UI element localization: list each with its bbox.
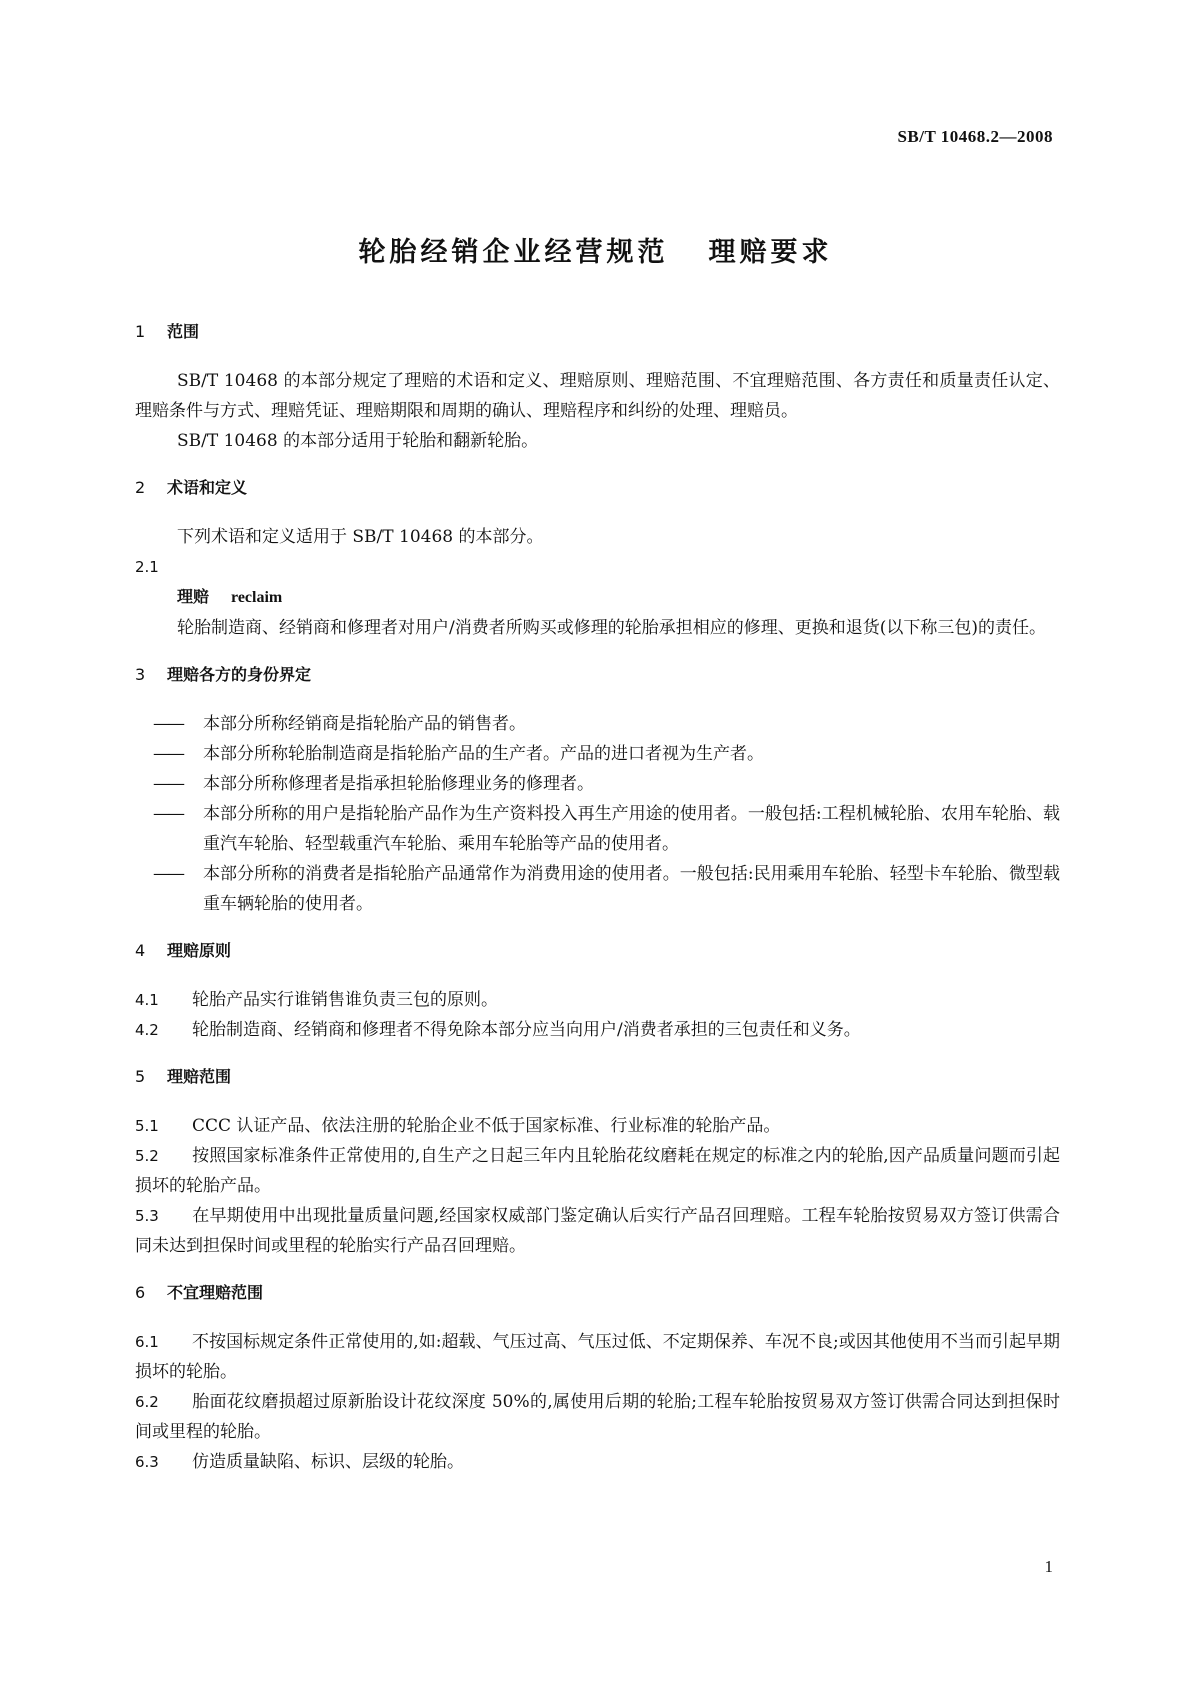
clause: 6.3 仿造质量缺陷、标识、层级的轮胎。	[135, 1452, 464, 1472]
clause: 4.1 轮胎产品实行谁销售谁负责三包的原则。	[135, 990, 498, 1010]
section-heading-6: 6 不宜理赔范围	[135, 1283, 264, 1302]
clause: 5.1 CCC 认证产品、依法注册的轮胎企业不低于国家标准、行业标准的轮胎产品。	[135, 1116, 781, 1136]
section-heading-1: 1 范围	[135, 322, 200, 341]
document-title	[0, 230, 1191, 269]
section-heading-5: 5 理赔范围	[135, 1067, 232, 1086]
clause: 6.2 胎面花纹磨损超过原新胎设计花纹深度 50%的,属使用后期的轮胎;工程车轮胎按贸易双方签订供需合同达到担保时间或里程的轮胎。	[135, 1392, 1060, 1442]
page-number: 1	[1044, 1557, 1053, 1576]
paragraph: SB/T 10468 的本部分适用于轮胎和翻新轮胎。	[177, 431, 539, 451]
clause: 5.2 按照国家标准条件正常使用的,自生产之日起三年内且轮胎花纹磨耗在规定的标准之内的轮胎,因产品质量问题而引起损坏的轮胎产品。	[135, 1146, 1060, 1196]
list-item: —— 本部分所称轮胎制造商是指轮胎产品的生产者。产品的进口者视为生产者。	[153, 744, 764, 764]
term-definition: 轮胎制造商、经销商和修理者对用户/消费者所购买或修理的轮胎承担相应的修理、更换和退货(以下称三包)的责任。	[177, 618, 1046, 638]
clause-number: 2.1	[135, 558, 159, 576]
paragraph: SB/T 10468 的本部分规定了理赔的术语和定义、理赔原则、理赔范围、不宜理赔范围、各方责任和质量责任认定、理赔条件与方式、理赔凭证、理赔期限和周期的确认、理赔程序和纠纷的处理、理赔员。	[135, 371, 1060, 421]
list-item: —— 本部分所称的用户是指轮胎产品作为生产资料投入再生产用途的使用者。一般包括:工程机械轮胎、农用车轮胎、载重汽车轮胎、轻型载重汽车轮胎、乘用车轮胎等产品的使用者。	[153, 804, 1060, 854]
paragraph: 下列术语和定义适用于 SB/T 10468 的本部分。	[177, 527, 544, 547]
term-heading: 理赔 reclaim	[177, 587, 283, 606]
standard-number: SB/T 10468.2—2008	[897, 127, 1053, 146]
title-sub: 理赔要求	[708, 237, 833, 268]
list-item: —— 本部分所称经销商是指轮胎产品的销售者。	[153, 714, 526, 734]
document-body	[135, 320, 1060, 1477]
section-heading-4: 4 理赔原则	[135, 941, 232, 960]
clause: 5.3 在早期使用中出现批量质量问题,经国家权威部门鉴定确认后实行产品召回理赔。工程车轮胎按贸易双方签订供需合同未达到担保时间或里程的轮胎实行产品召回理赔。	[135, 1206, 1060, 1256]
section-heading-2: 2 术语和定义	[135, 478, 248, 497]
title-main: 轮胎经销企业经营规范	[358, 237, 669, 268]
list-item: —— 本部分所称的消费者是指轮胎产品通常作为消费用途的使用者。一般包括:民用乘用车轮胎、轻型卡车轮胎、微型载重车辆轮胎的使用者。	[153, 864, 1060, 914]
section-heading-3: 3 理赔各方的身份界定	[135, 665, 312, 684]
clause: 4.2 轮胎制造商、经销商和修理者不得免除本部分应当向用户/消费者承担的三包责任和义务。	[135, 1020, 861, 1040]
list-item: —— 本部分所称修理者是指承担轮胎修理业务的修理者。	[153, 774, 594, 794]
clause: 6.1 不按国标规定条件正常使用的,如:超载、气压过高、气压过低、不定期保养、车况不良;或因其他使用不当而引起早期损坏的轮胎。	[135, 1332, 1060, 1382]
